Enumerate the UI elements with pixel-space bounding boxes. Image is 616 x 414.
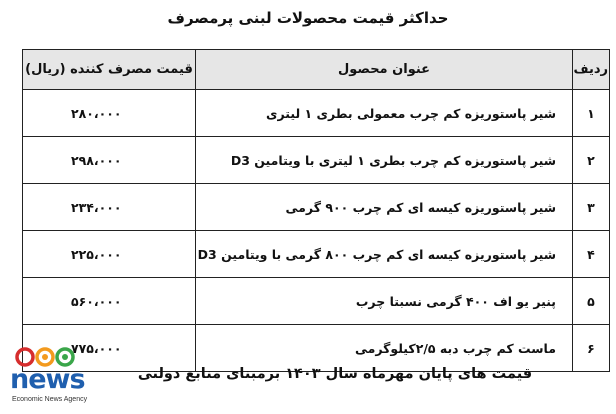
header-product-name: عنوان محصول xyxy=(196,50,573,90)
caption: قیمت های پایان مهرماه سال ۱۴۰۳ برمبنای منابع دولتی xyxy=(137,366,533,382)
table-row xyxy=(23,278,610,325)
row-index: ۶ xyxy=(573,325,610,372)
table-row xyxy=(23,231,610,278)
header-index: ردیف xyxy=(573,50,610,90)
header-consumer-price: قیمت مصرف کننده (ریال) xyxy=(23,50,196,90)
table-row xyxy=(23,90,610,137)
row-product-name: شیر پاستوریزه کم چرب معمولی بطری ۱ لیتری xyxy=(196,90,573,137)
row-index: ۲ xyxy=(573,137,610,184)
logo-tagline: Economic News Agency xyxy=(12,396,88,403)
table-header-row xyxy=(23,50,610,90)
row-product-name: شیر پاستوریزه کیسه ای کم چرب ۹۰۰ گرمی xyxy=(196,184,573,231)
row-product-name: ماست کم چرب دبه ۲/۵کیلوگرمی xyxy=(196,325,573,372)
row-price: ۲۲۵،۰۰۰ xyxy=(23,231,196,278)
row-price: ۲۹۸،۰۰۰ xyxy=(23,137,196,184)
page-title: حداکثر قیمت محصولات لبنی پرمصرف xyxy=(167,9,449,27)
eco-news-logo xyxy=(10,344,92,408)
table-row xyxy=(23,325,610,372)
row-index: ۱ xyxy=(573,90,610,137)
row-product-name: پنیر یو اف ۴۰۰ گرمی نسبتا چرب xyxy=(196,278,573,325)
table-row xyxy=(23,137,610,184)
row-index: ۵ xyxy=(573,278,610,325)
logo-wordmark: news xyxy=(10,364,85,395)
row-price: ۲۳۴،۰۰۰ xyxy=(23,184,196,231)
row-index: ۳ xyxy=(573,184,610,231)
price-table xyxy=(22,49,610,372)
row-price: ۲۸۰،۰۰۰ xyxy=(23,90,196,137)
row-product-name: شیر پاستوریزه کم چرب بطری ۱ لیتری با ویتامین D3 xyxy=(196,137,573,184)
table-row xyxy=(23,184,610,231)
row-product-name: شیر پاستوریزه کیسه ای کم چرب ۸۰۰ گرمی با ویتامین D3 xyxy=(196,231,573,278)
row-price: ۷۷۵،۰۰۰ xyxy=(23,325,196,372)
row-price: ۵۶۰،۰۰۰ xyxy=(23,278,196,325)
row-index: ۴ xyxy=(573,231,610,278)
